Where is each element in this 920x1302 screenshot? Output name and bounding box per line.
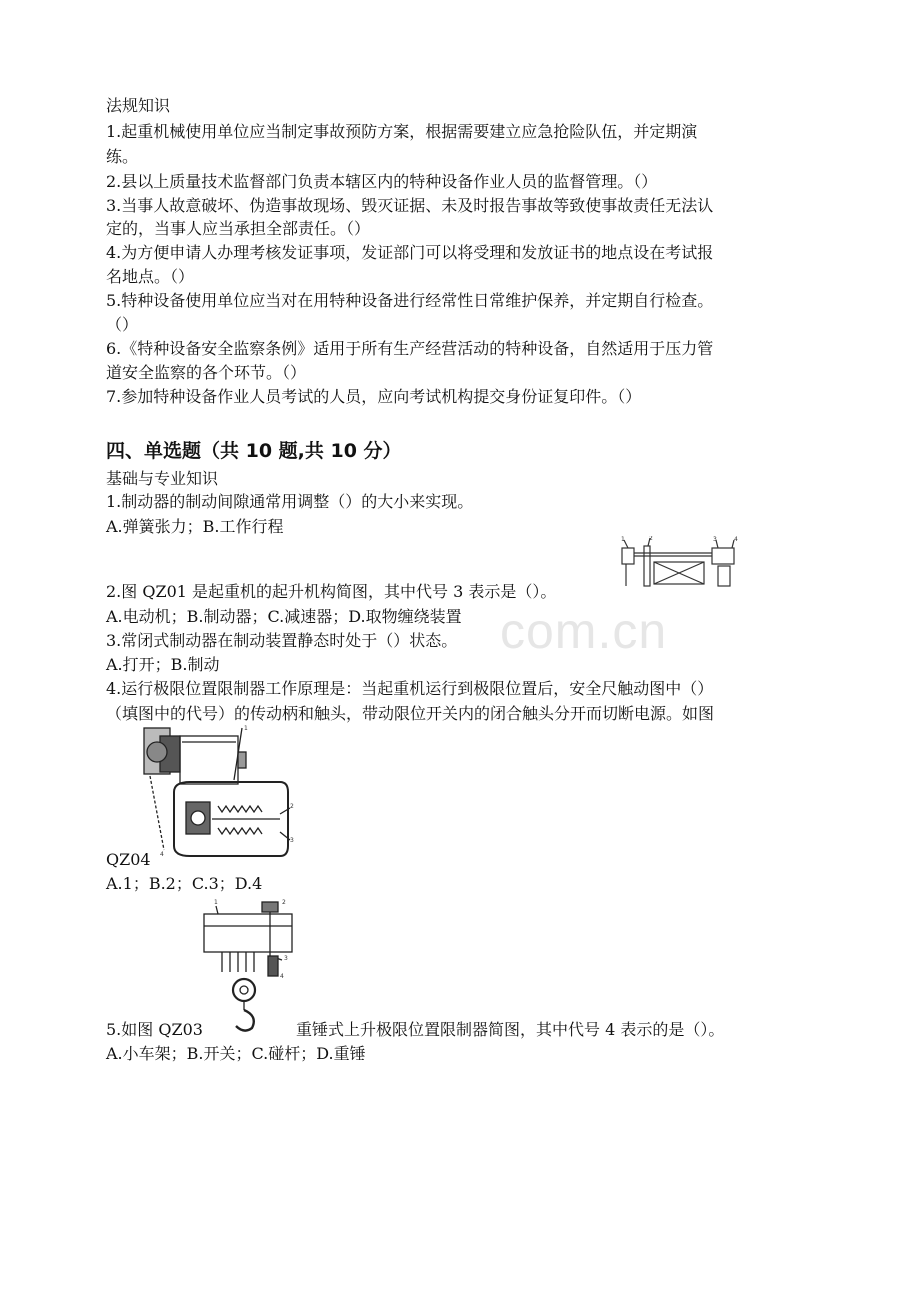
watermark: com.cn	[500, 603, 668, 659]
qz01-label-2: 2	[649, 536, 653, 542]
law-line-10: 6.《特种设备安全监察条例》适用于所有生产经营活动的特种设备，自然适用于压力管	[106, 339, 714, 358]
law-line-9: （）	[106, 315, 139, 334]
law-line-11: 道安全监察的各个环节。（）	[106, 363, 307, 382]
qz03-label-2: 2	[282, 899, 286, 906]
question-4-figure-label: QZ04	[106, 850, 151, 869]
qz04-label-2: 2	[290, 803, 294, 810]
law-line-6: 4.为方便申请人办理考核发证事项，发证部门可以将受理和发放证书的地点设在考试报	[106, 243, 714, 262]
question-5-options: A.小车架；B.开关；C.碰杆；D.重锤	[106, 1044, 366, 1063]
qz01-label-1: 1	[621, 536, 625, 543]
law-line-5: 定的，当事人应当承担全部责任。（）	[106, 219, 371, 238]
law-line-2: 练。	[106, 147, 139, 166]
qz03-label-1: 1	[214, 899, 218, 906]
qz01-label-4: 4	[734, 536, 738, 543]
section-subtitle-basic: 基础与专业知识	[106, 469, 219, 488]
figure-qz04-limit-switch	[130, 722, 295, 860]
question-5-prefix: 5.如图 QZ03	[106, 1020, 203, 1039]
law-line-3: 2.县以上质量技术监督部门负责本辖区内的特种设备作业人员的监督管理。（）	[106, 172, 658, 191]
question-1-options: A.弹簧张力；B.工作行程	[106, 517, 284, 536]
question-4-line-2: （填图中的代号）的传动柄和触头，带动限位开关内的闭合触头分开而切断电源。如图	[106, 704, 715, 723]
law-line-7: 名地点。（）	[106, 267, 195, 286]
section-subtitle-law: 法规知识	[106, 96, 171, 115]
qz01-label-3: 3	[713, 536, 717, 543]
qz03-label-3: 3	[284, 955, 288, 962]
law-line-8: 5.特种设备使用单位应当对在用特种设备进行经常性日常维护保养，并定期自行检查。	[106, 291, 714, 310]
question-4-line-1: 4.运行极限位置限制器工作原理是：当起重机运行到极限位置后，安全尺触动图中（）	[106, 679, 714, 698]
question-4-options: A.1；B.2；C.3；D.4	[106, 874, 263, 893]
question-3-options: A.打开；B.制动	[106, 655, 220, 674]
question-5-suffix: 重锤式上升极限位置限制器简图，其中代号 4 表示的是（）。	[296, 1020, 725, 1039]
law-line-12: 7.参加特种设备作业人员考试的人员，应向考试机构提交身份证复印件。（）	[106, 387, 642, 406]
question-2: 2.图 QZ01 是起重机的起升机构简图，其中代号 3 表示是（）。	[106, 582, 557, 601]
question-3: 3.常闭式制动器在制动装置静态时处于（）状态。	[106, 631, 458, 650]
qz04-label-3: 3	[290, 837, 294, 844]
section-heading-single-choice: 四、单选题（共 10 题,共 10 分）	[106, 440, 402, 462]
figure-qz03-heavy-hammer-limiter	[196, 896, 300, 1034]
law-line-4: 3.当事人故意破坏、伪造事故现场、毁灭证据、未及时报告事故等致使事故责任无法认	[106, 196, 714, 215]
law-line-1: 1.起重机械使用单位应当制定事故预防方案，根据需要建立应急抢险队伍，并定期演	[106, 122, 698, 141]
qz04-label-4: 4	[160, 851, 164, 858]
question-1: 1.制动器的制动间隙通常用调整（）的大小来实现。	[106, 492, 474, 511]
qz03-label-4: 4	[280, 973, 284, 980]
qz04-label-1: 1	[244, 725, 248, 732]
question-2-options: A.电动机；B.制动器；C.减速器；D.取物缠绕装置	[106, 607, 462, 626]
